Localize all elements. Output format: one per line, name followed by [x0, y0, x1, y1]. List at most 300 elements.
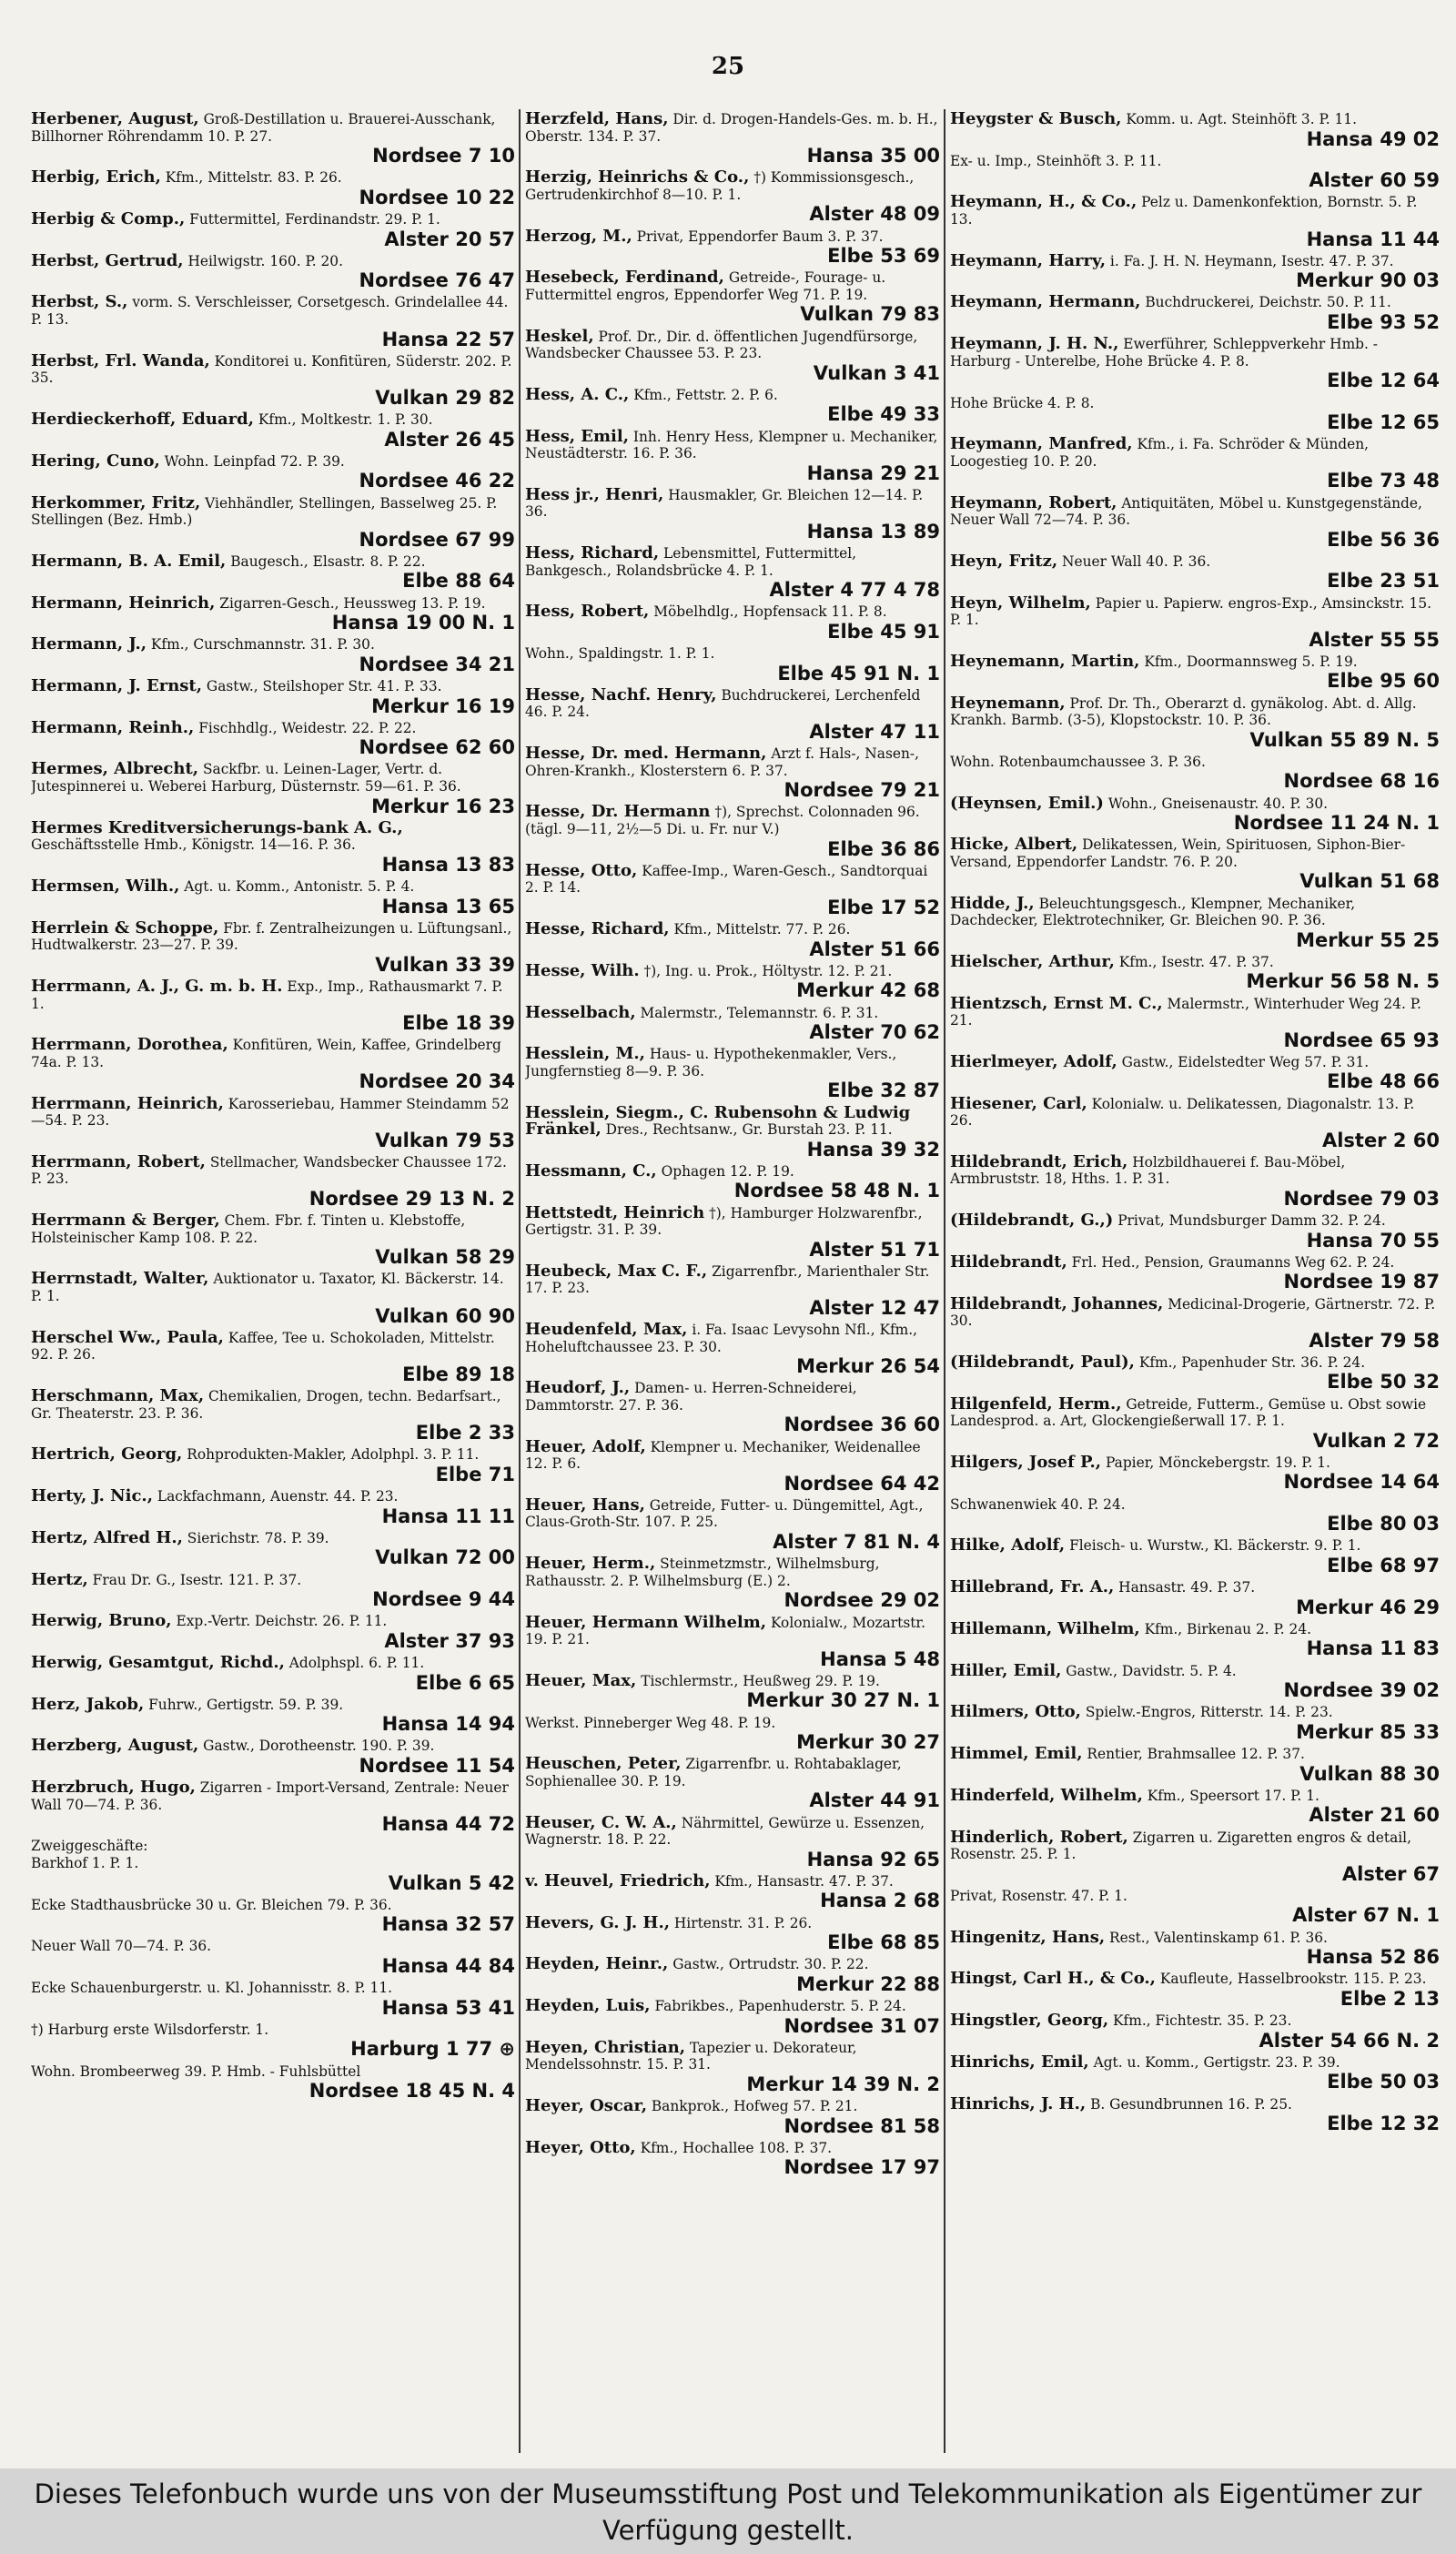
directory-entry: [950, 1254, 1440, 1293]
column-2: [525, 111, 940, 2450]
phone-number: Merkur 14 39 N. 2: [746, 2073, 940, 2095]
entry-text: Exp.-Vertr. Deichstr. 26. P. 11.: [176, 1613, 388, 1630]
directory-entry: [31, 211, 515, 250]
entry-name: Hesebeck, Ferdinand,: [525, 268, 724, 288]
directory-entry: [950, 1496, 1440, 1535]
phone-number: Merkur 22 88: [796, 1972, 940, 1995]
entry-text: Beleuchtungsgesch., Klempner, Mechaniker, Dachdecker, Elektrotechniker, Gr. Bleichen 90. P. 36.: [950, 895, 1356, 929]
phone-number: Vulkan 79 53: [375, 1129, 515, 1151]
phone-number: Elbe 50 03: [1327, 2071, 1440, 2093]
entry-text: Frl. Hed., Pension, Graumanns Weg 62. P. 24.: [1071, 1253, 1395, 1271]
directory-entry: [31, 978, 515, 1034]
directory-entry: [525, 2037, 940, 2095]
directory-entry: [950, 1785, 1440, 1827]
entry-name: Hiesener, Carl,: [950, 1093, 1087, 1113]
entry-name: Hildebrandt, Erich,: [950, 1151, 1128, 1171]
entry-text: Inh. Henry Hess, Klempner u. Mechaniker, Neustädterstr. 16. P. 36.: [525, 428, 938, 462]
entry-text: Baugesch., Elsastr. 8. P. 22.: [230, 552, 426, 570]
entry-text: Fbr. f. Zentralheizungen u. Lüftungsanl., Hudtwalkerstr. 23—27. P. 39.: [31, 919, 512, 954]
directory-entry: [950, 1396, 1440, 1452]
entry-text: Werkst. Pinneberger Weg 48. P. 19.: [525, 1714, 776, 1731]
directory-entry: [950, 793, 1440, 835]
phone-number: Nordsee 65 93: [1283, 1029, 1440, 1051]
directory-entry: [31, 878, 515, 917]
entry-text: Konditorei u. Konfitüren, Süderstr. 202. P. 35.: [31, 352, 512, 387]
entry-name: Hesslein, M.,: [525, 1044, 645, 1064]
phone-number: Vulkan 5 42: [388, 1871, 515, 1894]
directory-entry: [31, 250, 515, 292]
entry-name: Heyn, Fritz,: [950, 551, 1058, 571]
entry-name: Heymann, H., & Co.,: [950, 192, 1138, 212]
entry-name: Hinderlich, Robert,: [950, 1827, 1128, 1847]
entry-text: Ewerführer, Schleppverkehr Hmb. - Harburg - Unterelbe, Hohe Brücke 4. P. 8.: [950, 336, 1379, 370]
phone-number: Nordsee 17 97: [784, 2156, 940, 2179]
phone-number: Nordsee 58 48 N. 1: [733, 1180, 940, 1202]
entry-name: Hess, A. C.,: [525, 384, 630, 404]
entry-name: Heyen, Christian,: [525, 2037, 686, 2057]
directory-entry: [950, 492, 1440, 551]
directory-entry: [31, 1212, 515, 1268]
phone-number: Hansa 14 94: [381, 1713, 515, 1736]
directory-entry: [525, 111, 940, 167]
phone-number: Nordsee 9 44: [372, 1588, 515, 1611]
phone-number: Alster 67 N. 1: [1292, 1904, 1440, 1927]
entry-name: Hermes, Albrecht,: [31, 759, 199, 779]
column-3: [950, 111, 1440, 2450]
entry-name: Hientzsch, Ernst M. C.,: [950, 993, 1163, 1013]
directory-entry: [525, 1812, 940, 1870]
phone-number: Alster 44 91: [809, 1789, 940, 1812]
directory-entry: [31, 1838, 515, 1893]
entry-text: Ecke Schauenburgerstr. u. Kl. Johannisstr. 8. P. 11.: [31, 1980, 393, 1997]
phone-number: Elbe 2 13: [1340, 1987, 1440, 2010]
directory-entry: [31, 453, 515, 492]
entry-name: Hering, Cuno,: [31, 451, 160, 471]
entry-text: Dres., Rechtsanw., Gr. Burstah 23. P. 11.: [605, 1121, 893, 1139]
phone-number: Hansa 13 83: [381, 853, 515, 876]
directory-entry: [31, 1738, 515, 1777]
entry-text: Medicinal-Drogerie, Gärtnerstr. 72. P. 30.: [950, 1295, 1436, 1330]
entry-text: Geschäftsstelle Hmb., Königstr. 14—16. P. 36.: [31, 836, 356, 854]
entry-text: Prof. Dr. Th., Oberarzt d. gynäkolog. Abt. d. Allg. Krankh. Barmb. (3-5), Klopstockstr. 10. P. 36.: [950, 694, 1417, 729]
entry-name: Hertrich, Georg,: [31, 1444, 183, 1464]
entry-text: Ex- u. Imp., Steinhöft 3. P. 11.: [950, 152, 1162, 169]
directory-entry: [31, 1897, 515, 1936]
phone-number: Hansa 13 65: [381, 895, 515, 917]
directory-entry: [525, 1998, 940, 2037]
entry-text: Antiquitäten, Möbel u. Kunstgegenstände, Neuer Wall 72—74. P. 36.: [950, 494, 1422, 529]
entry-text: Fischhdlg., Weidestr. 22. P. 22.: [198, 719, 417, 736]
directory-entry: [31, 1980, 515, 2019]
phone-number: Hansa 32 57: [381, 1913, 515, 1936]
directory-entry: [525, 1870, 940, 1912]
phone-number: Nordsee 81 58: [784, 2114, 940, 2137]
entry-text: Chemikalien, Drogen, techn. Bedarfsart., Gr. Theaterstr. 23. P. 36.: [31, 1388, 501, 1422]
phone-number: Alster 51 66: [809, 937, 940, 960]
entry-name: Hidde, J.,: [950, 893, 1035, 913]
entry-name: Hingstler, Georg,: [950, 2011, 1109, 2031]
entry-text: †), Sprechst. Colonnaden 96. (tägl. 9—11, 2½—5 Di. u. Fr. nur V.): [525, 804, 920, 838]
entry-name: Heymann, J. H. N.,: [950, 334, 1119, 354]
directory-entry: [525, 169, 940, 225]
phone-number: Nordsee 31 07: [784, 2014, 940, 2037]
directory-entry: [31, 1938, 515, 1977]
directory-entry: [950, 893, 1440, 951]
entry-text: Chem. Fbr. f. Tinten u. Klebstoffe, Holsteinischer Kamp 108. P. 22.: [31, 1212, 466, 1246]
directory-entry: [525, 1956, 940, 1995]
entry-text: i. Fa. J. H. N. Heymann, Isestr. 47. P. 37.: [1109, 252, 1394, 269]
phone-number: Nordsee 67 99: [359, 528, 515, 551]
phone-number: Elbe 95 60: [1327, 670, 1440, 693]
phone-number: Elbe 93 52: [1327, 311, 1440, 334]
entry-text: Gastw., Davidstr. 5. P. 4.: [1066, 1662, 1237, 1679]
directory-entry: [31, 411, 515, 451]
directory-entry: [950, 1212, 1440, 1252]
page-number: 25: [711, 53, 745, 80]
phone-number: Hansa 2 68: [820, 1890, 940, 1912]
directory-entry: [525, 745, 940, 801]
entry-name: Hermann, Heinrich,: [31, 593, 216, 613]
entry-name: Hesslein, Siegm., C. Rubensohn & Ludwig Fränkel,: [525, 1102, 911, 1140]
phone-number: Elbe 17 52: [827, 896, 940, 918]
phone-number: Elbe 73 48: [1327, 470, 1440, 492]
phone-number: Elbe 6 65: [415, 1671, 515, 1694]
entry-text: Stellmacher, Wandsbecker Chaussee 172. P. 23.: [31, 1153, 507, 1188]
entry-name: Hesse, Otto,: [525, 860, 638, 880]
entry-name: Heuer, Hans,: [525, 1495, 645, 1515]
directory-entry: [31, 1037, 515, 1092]
directory-entry: [31, 1327, 515, 1385]
entry-name: Herzbruch, Hugo,: [31, 1778, 196, 1798]
directory-entry: [525, 1202, 940, 1261]
entry-text: Dir. d. Drogen-Handels-Ges. m. b. H., Oberstr. 134. P. 37.: [525, 111, 938, 145]
entry-text: Steinmetzmstr., Wilhelmsburg, Rathausstr. 2. P. Wilhelmsburg (E.) 2.: [525, 1556, 880, 1589]
entry-text: Karosseriebau, Hammer Steindamm 52—54. P. 23.: [31, 1095, 510, 1130]
directory-entry: [31, 1527, 515, 1569]
entry-text: Kolonialw. u. Delikatessen, Diagonalstr. 13. P. 26.: [950, 1095, 1415, 1130]
entry-name: Heymann, Harry,: [950, 250, 1106, 270]
directory-entry: [31, 553, 515, 593]
phone-number: Vulkan 72 00: [375, 1546, 515, 1569]
directory-entry: [525, 921, 940, 960]
entry-text: Exp., Imp., Rathausmarkt 7. P. 1.: [31, 978, 503, 1012]
entry-text: Arzt f. Hals-, Nasen-, Ohren-Krankh., Klosterstern 6. P. 37.: [525, 745, 919, 779]
entry-text: Getreide, Futterm., Gemüse u. Obst sowie Landesprod. a. Art, Glockengießerwall 17. P. 1.: [950, 1395, 1427, 1430]
entry-text: Holzbildhauerei f. Bau-Möbel, Armbruststr. 18, Hths. 1. P. 31.: [950, 1153, 1346, 1188]
directory-entry: [31, 636, 515, 675]
entry-text: Kfm., Fettstr. 2. P. 6.: [633, 386, 778, 403]
entry-name: Himmel, Emil,: [950, 1744, 1083, 1764]
directory-entry: [950, 1151, 1440, 1210]
phone-number: Hansa 11 11: [381, 1505, 515, 1527]
entry-name: Herdieckerhoff, Eduard,: [31, 410, 254, 430]
phone-number: Nordsee 11 54: [359, 1754, 515, 1777]
entry-text: Buchdruckerei, Lerchenfeld 46. P. 24.: [525, 686, 921, 721]
phone-number: Elbe 36 86: [827, 837, 940, 860]
phone-number: Hansa 13 89: [806, 520, 940, 542]
directory-entry: [950, 754, 1440, 793]
entry-name: Heyden, Heinr.,: [525, 1954, 669, 1974]
entry-name: Herzog, M.,: [525, 226, 632, 246]
entry-name: Herrmann & Berger,: [31, 1211, 220, 1231]
phone-number: Hansa 53 41: [381, 1996, 515, 2019]
entry-text: Kfm., Curschmannstr. 31. P. 30.: [150, 636, 375, 654]
entry-name: Herschel Ww., Paula,: [31, 1327, 224, 1347]
directory-entry: [525, 1046, 940, 1101]
directory-entry: [950, 595, 1440, 651]
directory-entry: [31, 1613, 515, 1652]
entry-name: Herbig, Erich,: [31, 167, 161, 187]
phone-number: Nordsee 10 22: [359, 186, 515, 208]
entry-text: Zigarren u. Zigaretten engros & detail, Rosenstr. 25. P. 1.: [950, 1829, 1411, 1863]
entry-name: Hess, Robert,: [525, 602, 650, 622]
entry-text: Papier, Mönckebergstr. 19. P. 1.: [1105, 1454, 1330, 1471]
directory-entry: [525, 1497, 940, 1553]
entry-name: Herbener, August,: [31, 111, 199, 128]
entry-name: Heymann, Hermann,: [950, 292, 1141, 312]
phone-number: Elbe 12 65: [1327, 411, 1440, 434]
column-divider: [519, 109, 521, 2453]
entry-text: Gastw., Eidelstedter Weg 57. P. 31.: [1121, 1053, 1370, 1070]
entry-text: Kfm., Hochallee 108. P. 37.: [640, 2139, 833, 2156]
phone-number: Alster 67: [1341, 1862, 1440, 1885]
directory-entry: [31, 1694, 515, 1736]
directory-entry: [950, 695, 1440, 751]
entry-name: Herrnstadt, Walter,: [31, 1269, 209, 1289]
phone-number: Nordsee 7 10: [372, 145, 515, 167]
entry-text: Wohn. Rotenbaumchaussee 3. P. 36.: [950, 753, 1206, 770]
directory-entry: [950, 153, 1440, 192]
entry-text: †), Hamburger Holzwarenfbr., Gertigstr. 31. P. 39.: [525, 1204, 923, 1239]
entry-text: Agt. u. Komm., Gertigstr. 23. P. 39.: [1093, 2053, 1340, 2071]
directory-entry: [525, 1322, 940, 1377]
phone-number: Nordsee 46 22: [359, 470, 515, 492]
entry-text: Hirtenstr. 31. P. 26.: [673, 1914, 813, 1931]
entry-text: Tischlermstr., Heußweg 29. P. 19.: [641, 1672, 880, 1689]
phone-number: Nordsee 68 16: [1283, 770, 1440, 793]
entry-text: Privat, Rosenstr. 47. P. 1.: [950, 1887, 1127, 1904]
entry-text: †) Harburg erste Wilsdorferstr. 1.: [31, 2021, 269, 2038]
directory-entry: [950, 1746, 1440, 1785]
entry-text: Groß-Destillation u. Brauerei-Ausschank, Billhorner Röhrendamm 10. P. 27.: [31, 111, 496, 145]
directory-entry: [950, 1051, 1440, 1093]
directory-entry: [525, 2098, 940, 2137]
entry-name: Herzberg, August,: [31, 1736, 199, 1756]
column-1: [31, 111, 515, 2450]
entry-text: Tapezier u. Dekorateur, Mendelssohnstr. 15. P. 31.: [525, 2039, 857, 2073]
directory-entry: [525, 1160, 940, 1202]
directory-entry: [31, 1271, 515, 1326]
entry-text: Hohe Brücke 4. P. 8.: [950, 394, 1095, 411]
entry-name: Hesse, Nachf. Henry,: [525, 684, 717, 704]
entry-text: Klempner u. Mechaniker, Weidenallee 12. P. 6.: [525, 1438, 921, 1473]
directory-entry: [950, 436, 1440, 492]
entry-name: Hillebrand, Fr. A.,: [950, 1577, 1115, 1597]
entry-text: Heilwigstr. 160. P. 20.: [187, 252, 343, 269]
entry-text: †), Ing. u. Prok., Höltystr. 12. P. 21.: [643, 962, 893, 979]
entry-text: Kaufleute, Hasselbrookstr. 115. P. 23.: [1159, 1971, 1427, 1988]
entry-text: Wohn. Brombeerweg 39. P. Hmb. - Fuhlsbüttel: [31, 2062, 361, 2080]
entry-text: Neuer Wall 40. P. 36.: [1062, 552, 1211, 570]
phone-number: Alster 51 71: [809, 1238, 940, 1261]
directory-entry: [950, 836, 1440, 892]
phone-number: Hansa 29 21: [806, 461, 940, 484]
entry-text: Zigarren - Import-Versand, Zentrale: Neuer Wall 70—74. P. 36.: [31, 1779, 509, 1813]
entry-text: Kfm., Mittelstr. 77. P. 26.: [673, 921, 851, 938]
entry-text: Kfm., Fichtestr. 35. P. 23.: [1113, 2012, 1292, 2030]
entry-text: Kaffee-Imp., Waren-Gesch., Sandtorquai 2. P. 14.: [525, 862, 928, 897]
entry-text: Lebensmittel, Futtermittel, Bankgesch., Rolandsbrücke 4. P. 1.: [525, 545, 857, 579]
phone-number: Merkur 46 29: [1296, 1596, 1440, 1618]
entry-name: Hilmers, Otto,: [950, 1702, 1081, 1722]
phone-number: Vulkan 3 41: [813, 361, 940, 384]
entry-name: Herrlein & Schoppe,: [31, 917, 219, 937]
directory-entry: [950, 294, 1440, 333]
phone-number: Merkur 85 33: [1296, 1720, 1440, 1743]
phone-number: Elbe 45 91: [827, 620, 940, 643]
directory-entry: [950, 651, 1440, 693]
phone-number: Nordsee 34 21: [359, 653, 515, 675]
phone-number: Nordsee 39 02: [1283, 1679, 1440, 1702]
directory-entry: [525, 384, 940, 426]
entry-name: Herkommer, Fritz,: [31, 492, 201, 512]
phone-number: Alster 70 62: [809, 1021, 940, 1044]
entry-name: Hicke, Albert,: [950, 835, 1078, 855]
phone-number: Elbe 2 33: [415, 1422, 515, 1444]
entry-name: (Hildebrandt, G.,): [950, 1211, 1114, 1231]
entry-text: Agt. u. Komm., Antonistr. 5. P. 4.: [184, 878, 415, 896]
directory-entry: [525, 326, 940, 384]
phone-number: Nordsee 36 60: [784, 1414, 940, 1436]
phone-number: Hansa 22 57: [381, 328, 515, 350]
entry-text: Futtermittel, Ferdinandstr. 29. P. 1.: [189, 211, 440, 228]
entry-text: Fabrikbes., Papenhuderstr. 5. P. 24.: [654, 1998, 906, 2015]
entry-name: Heudorf, J.,: [525, 1378, 631, 1398]
directory-entry: [950, 1093, 1440, 1151]
entry-text: Gastw., Steilshoper Str. 41. P. 33.: [206, 678, 442, 694]
entry-name: (Hildebrandt, Paul),: [950, 1352, 1135, 1372]
phone-number: Hansa 49 02: [1306, 127, 1440, 150]
phone-number: Alster 26 45: [384, 428, 515, 451]
entry-text: Pelz u. Damenkonfektion, Bornstr. 5. P. 13.: [950, 194, 1418, 228]
entry-name: Hingenitz, Hans,: [950, 1927, 1106, 1947]
entry-name: Hingst, Carl H., & Co.,: [950, 1969, 1156, 1989]
phone-number: Hansa 35 00: [806, 145, 940, 167]
entry-name: Hildebrandt, Johannes,: [950, 1293, 1164, 1313]
entry-text: Kolonialw., Mozartstr. 19. P. 21.: [525, 1614, 925, 1648]
phone-number: Alster 2 60: [1321, 1129, 1440, 1151]
entry-text: Kfm., Mittelstr. 83. P. 26.: [165, 169, 342, 187]
entry-name: Hilgenfeld, Herm.,: [950, 1394, 1122, 1414]
phone-number: Nordsee 14 64: [1283, 1471, 1440, 1494]
entry-name: Heygster & Busch,: [950, 111, 1122, 128]
directory-entry: [31, 678, 515, 717]
phone-number: Hansa 5 48: [820, 1647, 940, 1670]
entry-name: Heskel,: [525, 326, 594, 346]
phone-number: Elbe 48 66: [1327, 1070, 1440, 1093]
phone-number: Alster 60 59: [1309, 169, 1440, 192]
directory-entry: [31, 169, 515, 208]
directory-entry: [525, 1670, 940, 1712]
directory-entry: [950, 1971, 1440, 2010]
directory-entry: [950, 111, 1440, 150]
entry-name: Hermann, B. A. Emil,: [31, 551, 227, 571]
phone-number: Vulkan 79 83: [800, 303, 940, 326]
phone-number: Elbe 68 85: [827, 1931, 940, 1954]
entry-text: Prof. Dr., Dir. d. öffentlichen Jugendfürsorge, Wandsbecker Chaussee 53. P. 23.: [525, 328, 918, 362]
entry-name: Hermann, J. Ernst,: [31, 676, 203, 695]
entry-name: Hillemann, Wilhelm,: [950, 1618, 1140, 1638]
entry-name: Herbst, S.,: [31, 292, 128, 312]
phone-number: Harburg 1 77 ⊕: [350, 2038, 515, 2061]
phone-number: Nordsee 18 45 N. 4: [308, 2080, 515, 2103]
entry-text: Nährmittel, Gewürze u. Essenzen, Wagnerstr. 18. P. 22.: [525, 1814, 925, 1849]
entry-text: Getreide, Futter- u. Düngemittel, Agt., Claus-Groth-Str. 107. P. 25.: [525, 1496, 924, 1531]
entry-name: Heymann, Manfred,: [950, 434, 1133, 454]
phone-number: Nordsee 29 02: [784, 1589, 940, 1612]
entry-text: Privat, Mundsburger Damm 32. P. 24.: [1117, 1212, 1386, 1230]
phone-number: Elbe 50 32: [1327, 1371, 1440, 1394]
directory-entry: [525, 1436, 940, 1495]
entry-text: vorm. S. Verschleisser, Corsetgesch. Grindelallee 44. P. 13.: [31, 294, 509, 329]
entry-text: Zigarren-Gesch., Heussweg 13. P. 19.: [219, 594, 486, 612]
phone-number: Merkur 55 25: [1296, 928, 1440, 951]
phone-number: Elbe 23 51: [1327, 570, 1440, 593]
phone-number: Merkur 42 68: [796, 979, 940, 1002]
entry-name: Hielscher, Arthur,: [950, 951, 1115, 971]
entry-name: Hertz,: [31, 1569, 88, 1589]
directory-entry: [950, 2054, 1440, 2093]
entry-name: Hinrichs, J. H.,: [950, 2093, 1087, 2113]
entry-text: Zigarrenfbr., Marienthaler Str. 17. P. 23.: [525, 1262, 930, 1297]
directory-entry: [950, 1354, 1440, 1394]
entry-text: Spielw.-Engros, Ritterstr. 14. P. 23.: [1085, 1704, 1333, 1721]
entry-text: Kfm., Doormannsweg 5. P. 19.: [1144, 653, 1358, 670]
entry-name: Herzig, Heinrichs & Co.,: [525, 167, 750, 187]
directory-entry: [31, 294, 515, 350]
directory-entry: [525, 269, 940, 325]
directory-entry: [525, 1263, 940, 1319]
entry-name: Heuer, Max,: [525, 1670, 637, 1690]
phone-number: Alster 21 60: [1309, 1804, 1440, 1827]
phone-number: Merkur 30 27: [796, 1731, 940, 1754]
entry-name: Herzfeld, Hans,: [525, 111, 669, 128]
directory-entry: [950, 553, 1440, 593]
entry-text: Kfm., i. Fa. Schröder & Münden, Loogestieg 10. P. 20.: [950, 436, 1370, 470]
entry-name: Heuer, Adolf,: [525, 1436, 646, 1456]
entry-name: v. Heuvel, Friedrich,: [525, 1870, 711, 1890]
entry-name: Herwig, Bruno,: [31, 1611, 172, 1631]
directory-entry: [31, 350, 515, 409]
directory-entry: [950, 250, 1440, 292]
directory-entry: [950, 2093, 1440, 2135]
entry-text: B. Gesundbrunnen 16. P. 25.: [1090, 2095, 1292, 2113]
phone-number: Elbe 88 64: [402, 570, 515, 593]
phone-number: Elbe 56 36: [1327, 528, 1440, 551]
directory-entry: [525, 960, 940, 1002]
entry-text: Haus- u. Hypothekenmakler, Vers., Jungfernstieg 8—9. P. 36.: [525, 1046, 897, 1079]
entry-name: Hess, Richard,: [525, 543, 660, 563]
entry-name: Hinderfeld, Wilhelm,: [950, 1785, 1143, 1805]
phone-number: Hansa 92 65: [806, 1848, 940, 1870]
directory-entry: [525, 1912, 940, 1954]
directory-entry: [525, 484, 940, 542]
entry-name: Herrmann, Heinrich,: [31, 1093, 224, 1113]
phone-number: Alster 20 57: [384, 228, 515, 250]
entry-text: Malermstr., Telemannstr. 6. P. 31.: [640, 1004, 879, 1021]
entry-text: Wohn. Leinpfad 72. P. 39.: [164, 452, 345, 470]
phone-number: Hansa 39 32: [806, 1138, 940, 1160]
